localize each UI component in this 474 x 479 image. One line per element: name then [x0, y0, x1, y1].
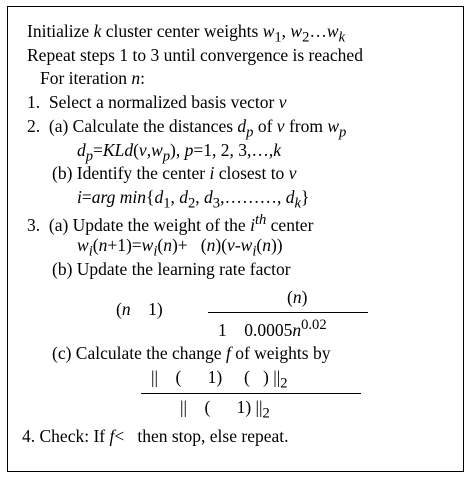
step-2a-formula: $d_p=KLd(v,w_p)$, p=1, 2, 3,…,k [77, 140, 282, 165]
init-line: Initialize k cluster center weights $w_1$, $w_2\dots w_k$ [27, 21, 346, 46]
step-3a: 3. (a) Update the weight of the $i^{th}$ center [27, 212, 314, 235]
learning-rate-fraction-bar [208, 312, 368, 313]
change-denominator: || ( 1) $||_2$ [180, 397, 270, 422]
learning-rate-numerator: (n) [287, 287, 308, 307]
step-3a-formula: $w_i(n+1)=w_i(n)+ (n)(v-w_i(n))$ [77, 235, 283, 260]
step-3c: (c) Calculate the change f of weights by [52, 343, 331, 363]
algorithm-box [7, 6, 464, 472]
step-2a: 2. (a) Calculate the distances $d_p$ of v from $w_p$ [27, 116, 347, 141]
repeat-line: Repeat steps 1 to 3 until convergence is reached [27, 45, 363, 65]
change-numerator: || ( 1) ( ) $||_2$ [151, 367, 288, 392]
step-1: 1. Select a normalized basis vector v [27, 92, 287, 112]
change-fraction-bar [141, 393, 361, 394]
iteration-line: For iteration n: [40, 68, 145, 88]
learning-rate-denominator: 1 $0.0005n^{0.02}$ [218, 317, 327, 340]
step-2b-formula: i=arg $\min\{d_1$, $d_2$, $d_3,\dots\dots\dots$, $d_k$} [77, 187, 310, 212]
step-4: 4. Check: If f< then stop, else repeat. [22, 426, 289, 446]
step-3b: (b) Update the learning rate factor [52, 259, 291, 279]
step-2b: (b) Identify the center i closest to v [52, 163, 297, 183]
learning-rate-lhs: (n 1) [116, 299, 163, 319]
